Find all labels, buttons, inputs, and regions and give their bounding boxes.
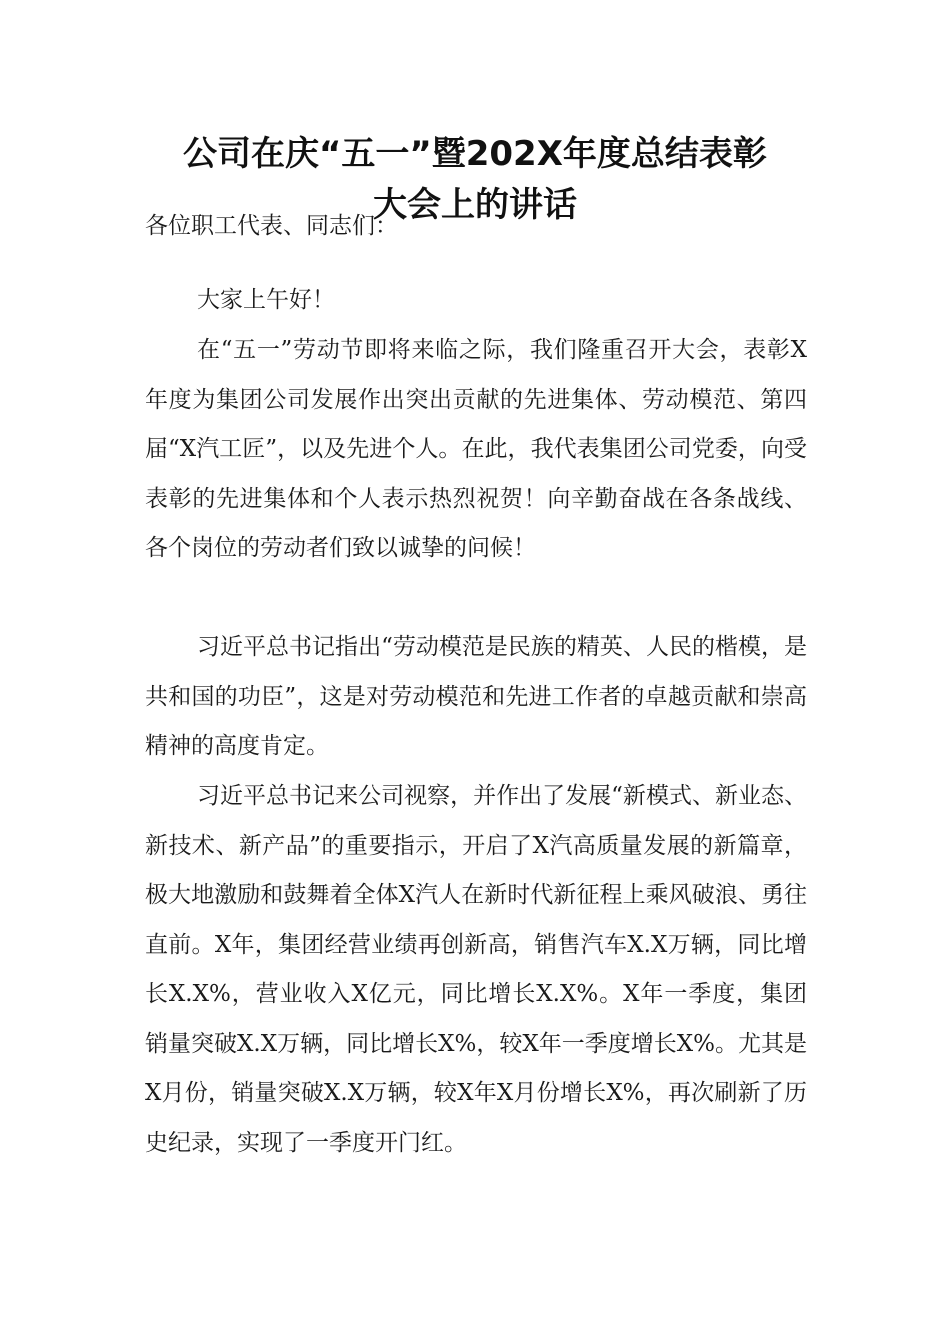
document-title-line-2: 大会上的讲话 [373,185,577,225]
paragraph-greeting: 大家上午好！ [197,287,335,313]
paragraph-performance: 习近平总书记来公司视察，并作出了发展“新模式、新业态、新技术、新产品”的重要指示，开启了X汽高质量发展的新篇章，极大地激励和鼓舞着全体X汽人在新时代新征程上乘风破浪、勇往直前。X年，集团经营业绩再创新高，销售汽车X.X万辆，同比增长X.X%，营业收入X亿元，同比增长X.X%。X年一季度，集团销量突破X.X万辆，同比增长X%，较X年一季度增长X%。尤其是X月份，销量突破X.X万辆，较X年X月份增长X%，再次刷新了历史纪录，实现了一季度开门红。 [145,783,807,1156]
paragraph-commendation: 在“五一”劳动节即将来临之际，我们隆重召开大会，表彰X年度为集团公司发展作出突出贡献的先进集体、劳动模范、第四届“X汽工匠”，以及先进个人。在此，我代表集团公司党委，向受表彰的先进集体和个人表示热烈祝贺！向辛勤奋战在各条战线、各个岗位的劳动者们致以诚挚的问候！ [145,337,807,561]
document-title-line-1: 公司在庆“五一”暨202X年度总结表彰 [183,134,767,174]
salutation: 各位职工代表、同志们： [145,213,398,239]
paragraph-labor-model-quote: 习近平总书记指出“劳动模范是民族的精英、人民的楷模，是共和国的功臣”，这是对劳动模范和先进工作者的卓越贡献和崇高精神的高度肯定。 [145,634,807,759]
